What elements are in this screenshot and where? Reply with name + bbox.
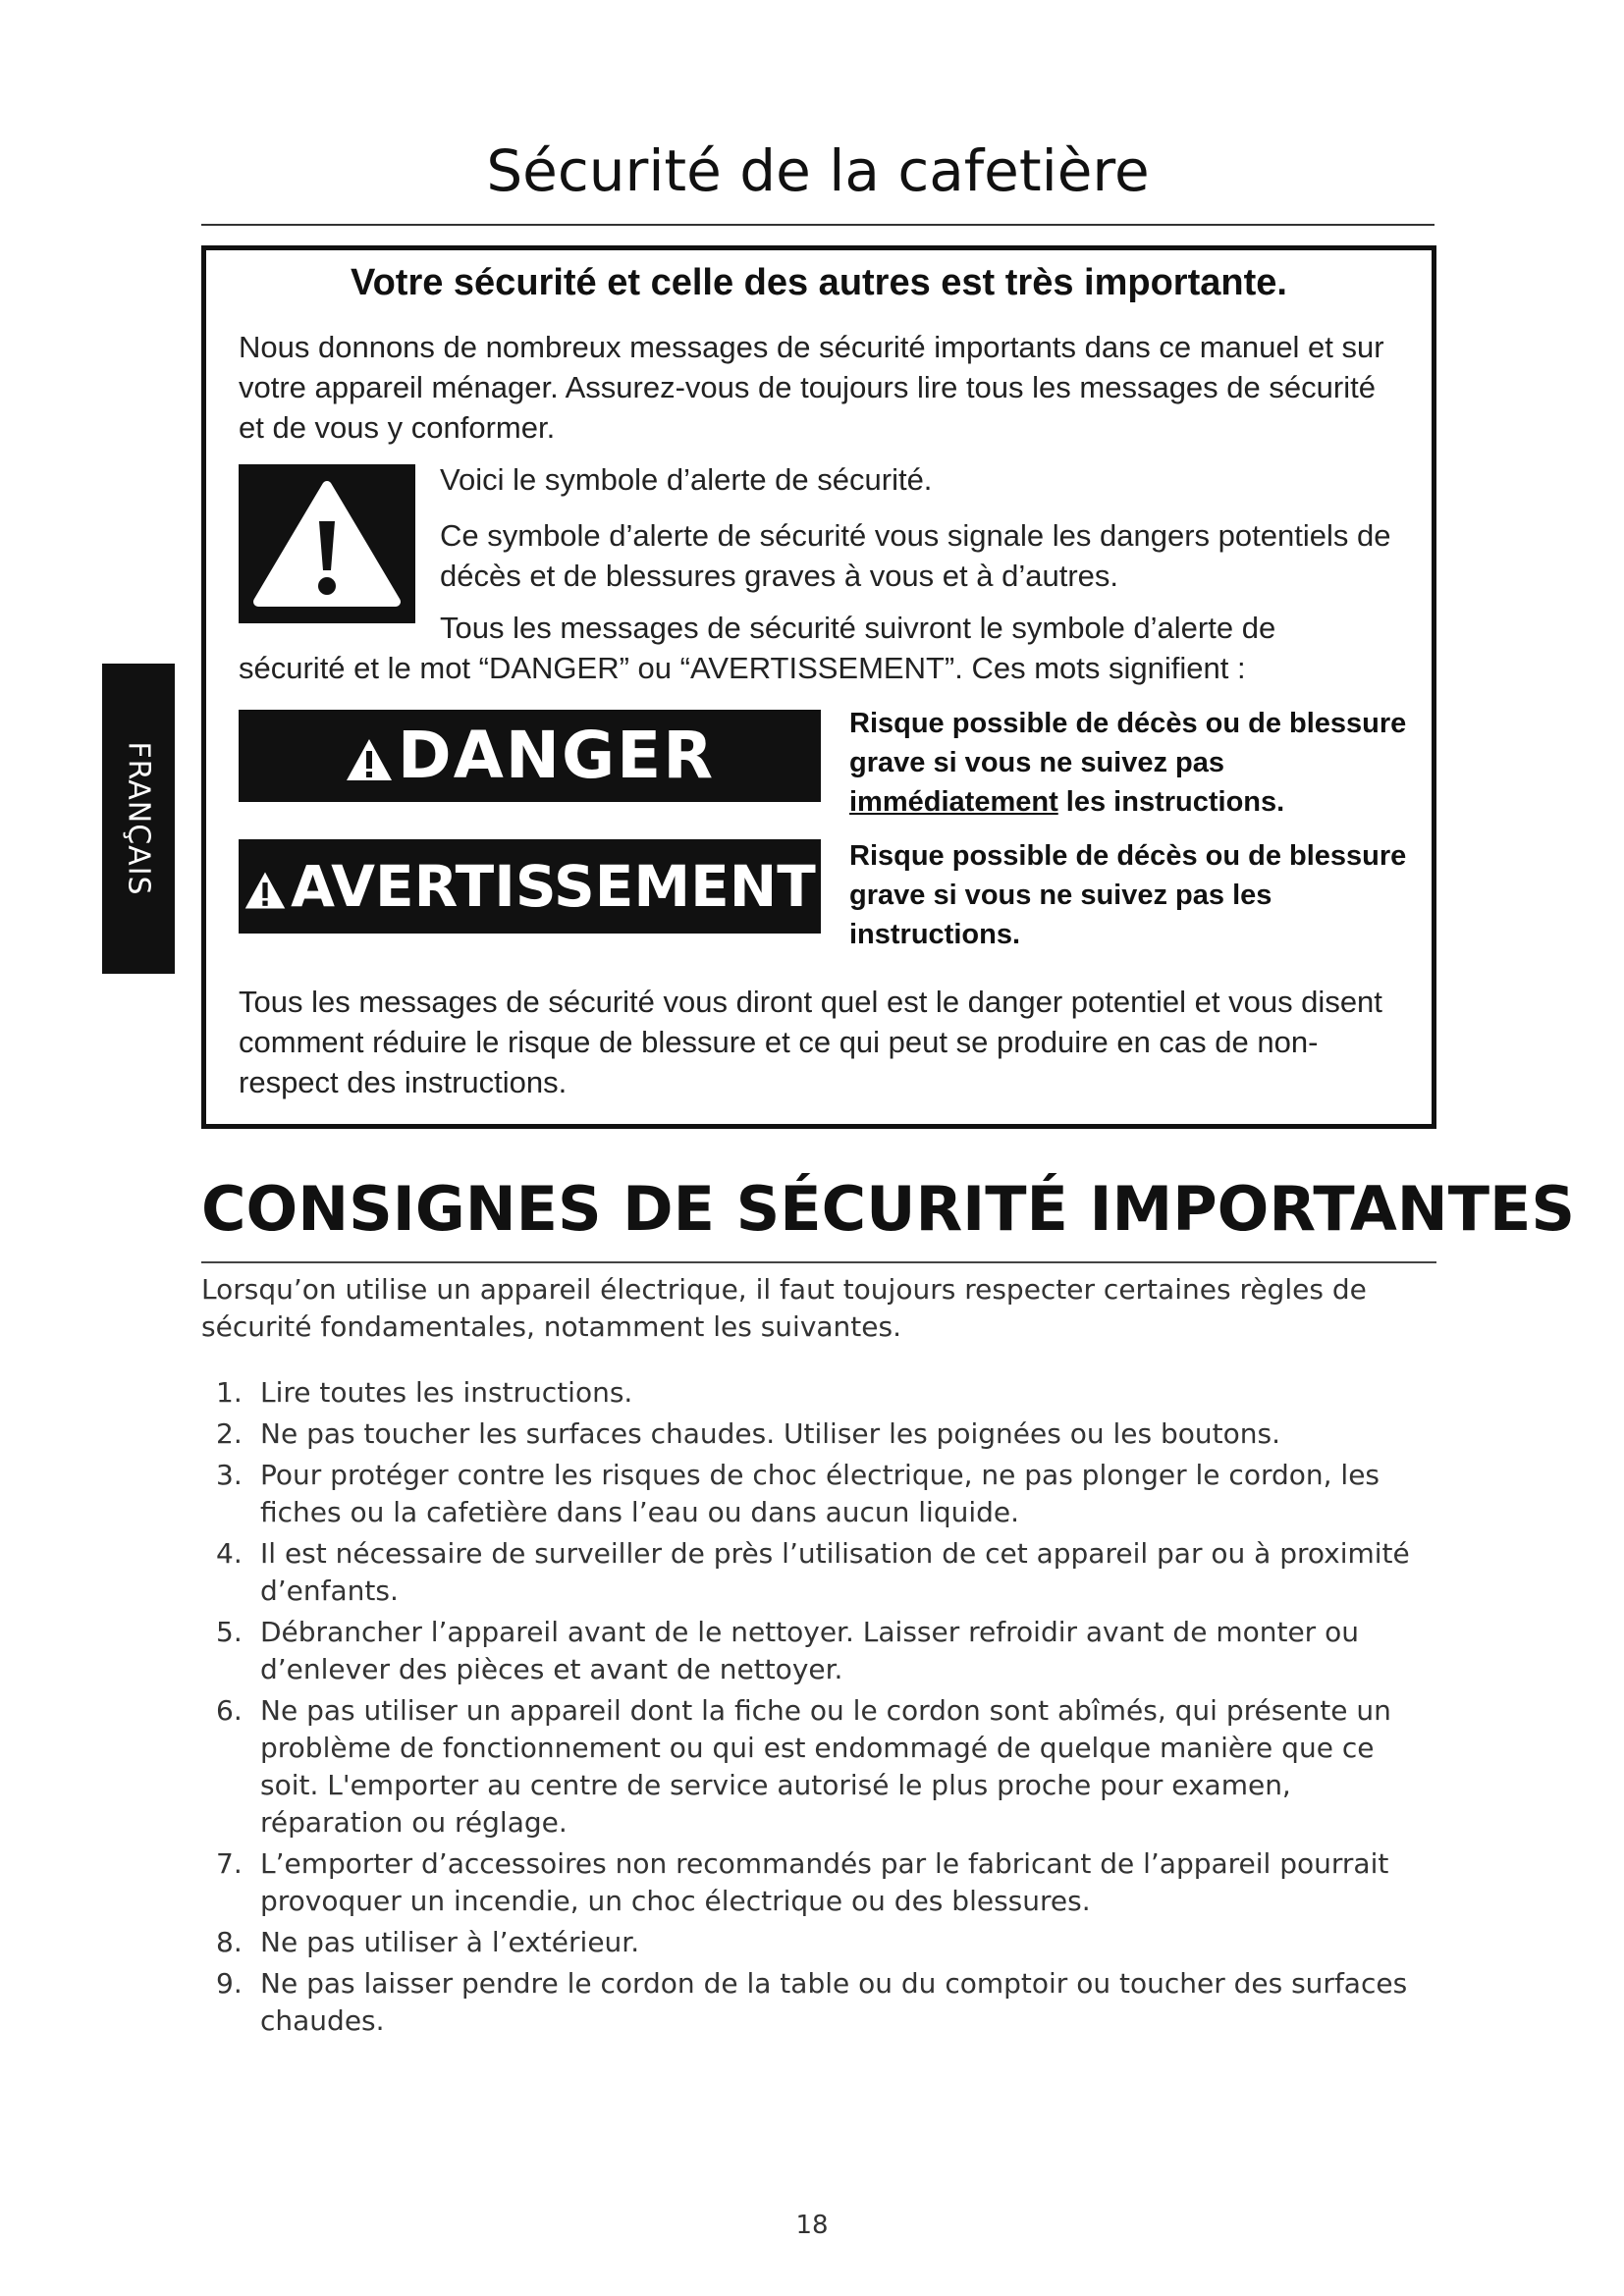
list-item-number: 7. <box>216 1847 243 1880</box>
list-item-number: 4. <box>216 1537 243 1570</box>
list-item-text: Ne pas toucher les surfaces chaudes. Utiliser les poignées ou les boutons. <box>260 1417 1280 1450</box>
list-item <box>216 1692 1438 1842</box>
follow-line-start: Tous les messages de sécurité suivront le symbole d’alerte de <box>440 611 1276 645</box>
language-tab <box>102 664 175 974</box>
language-tab-label: FRANÇAIS <box>121 741 156 896</box>
list-item-number: 2. <box>216 1417 243 1450</box>
danger-warning-icon <box>345 737 394 782</box>
list-item-text: Ne pas laisser pendre le cordon de la table ou du comptoir ou toucher des surfaces chaudes. <box>260 1967 1408 2037</box>
title-divider <box>201 224 1435 226</box>
section-title: CONSIGNES DE SÉCURITÉ IMPORTANTES <box>201 1173 1575 1245</box>
list-item-number: 9. <box>216 1967 243 2000</box>
symbol-explanation: Ce symbole d’alerte de sécurité vous signale les dangers potentiels de décès et de blessures graves à vous et à d’autres. <box>440 518 1391 593</box>
list-item-number: 5. <box>216 1616 243 1648</box>
instructions-intro: Lorsqu’on utilise un appareil électrique, il faut toujours respecter certaines règles de sécurité fondamentales, notamment les suivantes. <box>201 1273 1367 1343</box>
danger-text-after: les instructions. <box>1065 786 1285 818</box>
safety-notice-box <box>201 245 1436 1129</box>
symbol-line: Voici le symbole d’alerte de sécurité. <box>440 462 933 497</box>
list-item <box>216 1415 1438 1453</box>
warning-label: AVERTISSEMENT <box>291 853 816 920</box>
page-title: Sécurité de la cafetière <box>486 137 1150 204</box>
safety-box-final: Tous les messages de sécurité vous diront quel est le danger potentiel et vous disent comment réduire le risque de blessure et ce qui peut se produire en cas de non-respect des instructions. <box>239 985 1382 1099</box>
warning-description: Risque possible de décès ou de blessure grave si vous ne suivez pas les instructions. <box>849 840 1407 950</box>
instructions-list <box>216 1374 1438 2044</box>
follow-line-end: sécurité et le mot “DANGER” ou “AVERTISSEMENT”. Ces mots signifient : <box>239 651 1246 685</box>
danger-signal-word <box>239 710 821 802</box>
list-item-text: Il est nécessaire de surveiller de près l’utilisation de cet appareil par ou à proximité d’enfants. <box>260 1537 1410 1607</box>
list-item <box>216 1845 1438 1920</box>
danger-text-underlined: immédiatement <box>849 786 1058 818</box>
list-item <box>216 1457 1438 1531</box>
danger-description <box>849 704 1419 822</box>
list-item <box>216 1374 1438 1412</box>
list-item-text: Ne pas utiliser à l’extérieur. <box>260 1926 640 1958</box>
list-item <box>216 1614 1438 1688</box>
danger-text-before: Risque possible de décès ou de blessure grave si vous ne suivez pas <box>849 708 1407 778</box>
safety-alert-icon <box>239 464 415 623</box>
warning-signal-word <box>239 839 821 934</box>
list-item <box>216 1535 1438 1610</box>
list-item-text: Débrancher l’appareil avant de le nettoyer. Laisser refroidir avant de monter ou d’enlever des pièces et avant de nettoyer. <box>260 1616 1359 1685</box>
page-number: 18 <box>795 2211 829 2240</box>
list-item-number: 8. <box>216 1926 243 1958</box>
list-item-text: Ne pas utiliser un appareil dont la fiche ou le cordon sont abîmés, qui présente un problème de fonctionnement ou qui est endommagé de quelque manière que ce soit. L'emporter au centre de service autorisé le plus proche pour examen, réparation ou réglage. <box>260 1694 1391 1839</box>
safety-box-intro: Nous donnons de nombreux messages de sécurité importants dans ce manuel et sur votre appareil ménager. Assurez-vous de toujours lire tous les messages de sécurité et de vous y conformer. <box>239 330 1384 445</box>
list-item <box>216 1965 1438 2040</box>
list-item-text: Lire toutes les instructions. <box>260 1376 633 1409</box>
safety-box-heading: Votre sécurité et celle des autres est très importante. <box>351 262 1287 303</box>
warning-triangle-icon <box>244 870 287 911</box>
danger-label: DANGER <box>397 718 716 793</box>
section-divider <box>201 1261 1436 1263</box>
list-item-text: L’emporter d’accessoires non recommandés par le fabricant de l’appareil pourrait provoquer un incendie, un choc électrique ou des blessures. <box>260 1847 1389 1917</box>
list-item-number: 3. <box>216 1459 243 1491</box>
list-item-text: Pour protéger contre les risques de choc électrique, ne pas plonger le cordon, les fiches ou la cafetière dans l’eau ou dans aucun liquide. <box>260 1459 1380 1528</box>
list-item-number: 6. <box>216 1694 243 1727</box>
list-item-number: 1. <box>216 1376 243 1409</box>
list-item <box>216 1924 1438 1961</box>
